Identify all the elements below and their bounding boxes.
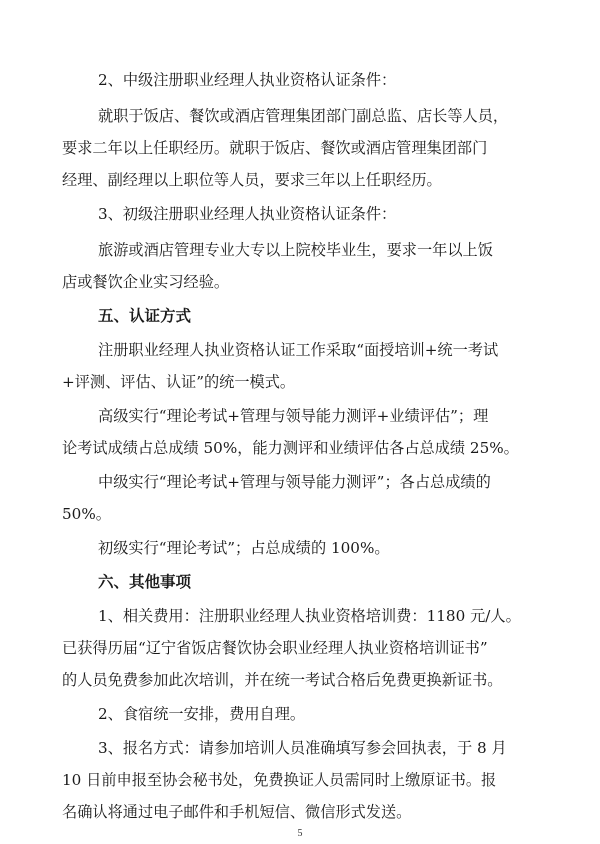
paragraph-line: 初级实行“理论考试”；占总成绩的 100%。 [98, 539, 390, 557]
paragraph-line: 旅游或酒店管理专业大专以上院校毕业生，要求一年以上饭 [98, 241, 493, 259]
paragraph-line: 要求二年以上任职经历。就职于饭店、餐饮或酒店管理集团部门 [62, 139, 488, 157]
paragraph-line: 就职于饭店、餐饮或酒店管理集团部门副总监、店长等人员， [98, 107, 509, 125]
paragraph-line: 论考试成绩占总成绩 50%，能力测评和业绩评估各占总成绩 25%。 [62, 439, 519, 457]
page-number: 5 [297, 828, 303, 839]
paragraph-line: 经理、副经理以上职位等人员，要求三年以上任职经历。 [62, 171, 442, 189]
paragraph-line: 2、中级注册职业经理人执业资格认证条件： [98, 71, 397, 89]
paragraph-line: 高级实行“理论考试+管理与领导能力测评+业绩评估”；理 [98, 407, 489, 425]
section-heading: 六、其他事项 [98, 573, 192, 591]
paragraph-line: 1、相关费用：注册职业经理人执业资格培训费：1180 元/人。 [98, 607, 521, 625]
paragraph-line: +评测、评估、认证”的统一模式。 [62, 373, 296, 391]
paragraph-line: 2、食宿统一安排，费用自理。 [98, 705, 306, 723]
paragraph-line: 店或餐饮企业实习经验。 [62, 273, 230, 291]
paragraph-line: 3、报名方式：请参加培训人员准确填写参会回执表，于 8 月 [98, 739, 507, 757]
paragraph-line: 3、初级注册职业经理人执业资格认证条件： [98, 205, 397, 223]
paragraph-line: 名确认将通过电子邮件和手机短信、微信形式发送。 [62, 803, 412, 821]
paragraph-line: 中级实行“理论考试+管理与领导能力测评”；各占总成绩的 [98, 473, 491, 491]
paragraph-line: 10 日前申报至协会秘书处，免费换证人员需同时上缴原证书。报 [62, 771, 497, 789]
paragraph-line: 已获得历届“辽宁省饭店餐饮协会职业经理人执业资格培训证书” [62, 639, 488, 657]
section-heading: 五、认证方式 [98, 307, 192, 325]
paragraph-line: 注册职业经理人执业资格认证工作采取“面授培训+统一考试 [98, 341, 499, 359]
paragraph-line: 的人员免费参加此次培训，并在统一考试合格后免费更换新证书。 [62, 671, 503, 689]
paragraph-line: 50%。 [62, 505, 111, 523]
